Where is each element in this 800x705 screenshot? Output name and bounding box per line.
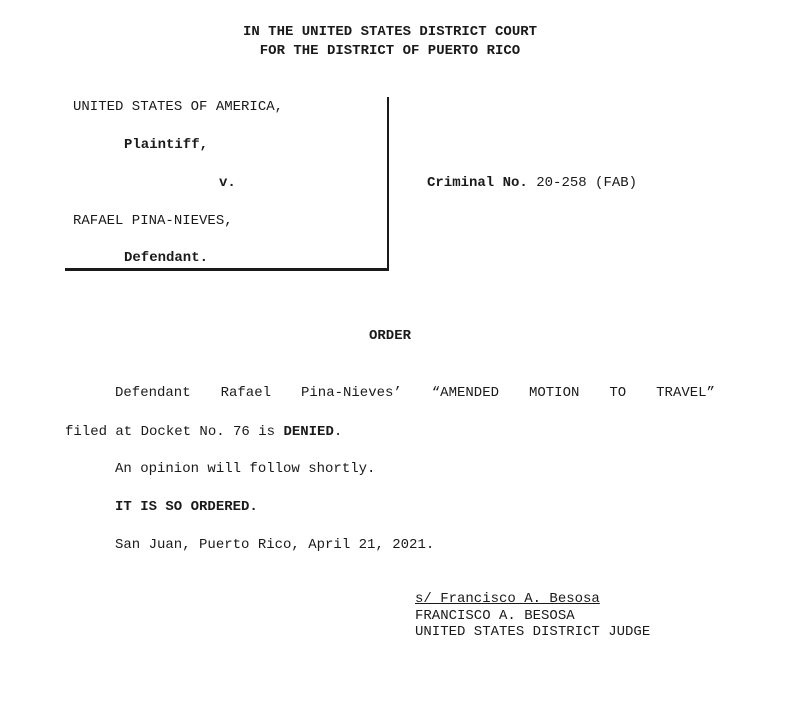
p1-word: Rafael (220, 385, 272, 401)
judge-title: UNITED STATES DISTRICT JUDGE (415, 624, 651, 640)
order-paragraph-1-line-2 (65, 424, 342, 440)
denied-text: DENIED (283, 424, 334, 440)
judge-name: FRANCISCO A. BESOSA (415, 608, 575, 624)
defendant-name: RAFAEL PINA-NIEVES, (73, 213, 233, 229)
p1-line2-end: . (333, 424, 343, 440)
so-ordered-text: IT IS SO ORDERED. (115, 499, 258, 515)
case-number-line (427, 175, 637, 191)
versus-label: v. (219, 175, 236, 191)
p1-line2-start: filed at Docket No. 76 is (65, 424, 284, 440)
p1-word: MOTION (528, 385, 580, 401)
order-paragraph-2: An opinion will follow shortly. (115, 461, 376, 477)
case-number: 20-258 (FAB) (536, 175, 638, 191)
p1-word: TRAVEL” (656, 385, 715, 401)
court-heading-line1: IN THE UNITED STATES DISTRICT COURT (242, 24, 538, 40)
p1-word: Pina-Nieves’ (300, 385, 402, 401)
plaintiff-name: UNITED STATES OF AMERICA, (73, 99, 284, 115)
p1-word: “AMENDED (431, 385, 499, 401)
defendant-label: Defendant. (124, 250, 209, 266)
order-paragraph-1-line-1 (115, 385, 715, 401)
caption-horizontal-rule (65, 268, 389, 271)
caption-vertical-rule (387, 97, 389, 270)
signature-line: s/ Francisco A. Besosa (415, 591, 600, 607)
court-heading-line2: FOR THE DISTRICT OF PUERTO RICO (259, 43, 521, 59)
order-title: ORDER (368, 328, 411, 344)
plaintiff-label: Plaintiff, (124, 137, 209, 153)
case-label: Criminal No. (427, 175, 528, 191)
p1-word: TO (609, 385, 627, 401)
p1-word: Defendant (115, 385, 191, 401)
date-place-line: San Juan, Puerto Rico, April 21, 2021. (115, 537, 435, 553)
